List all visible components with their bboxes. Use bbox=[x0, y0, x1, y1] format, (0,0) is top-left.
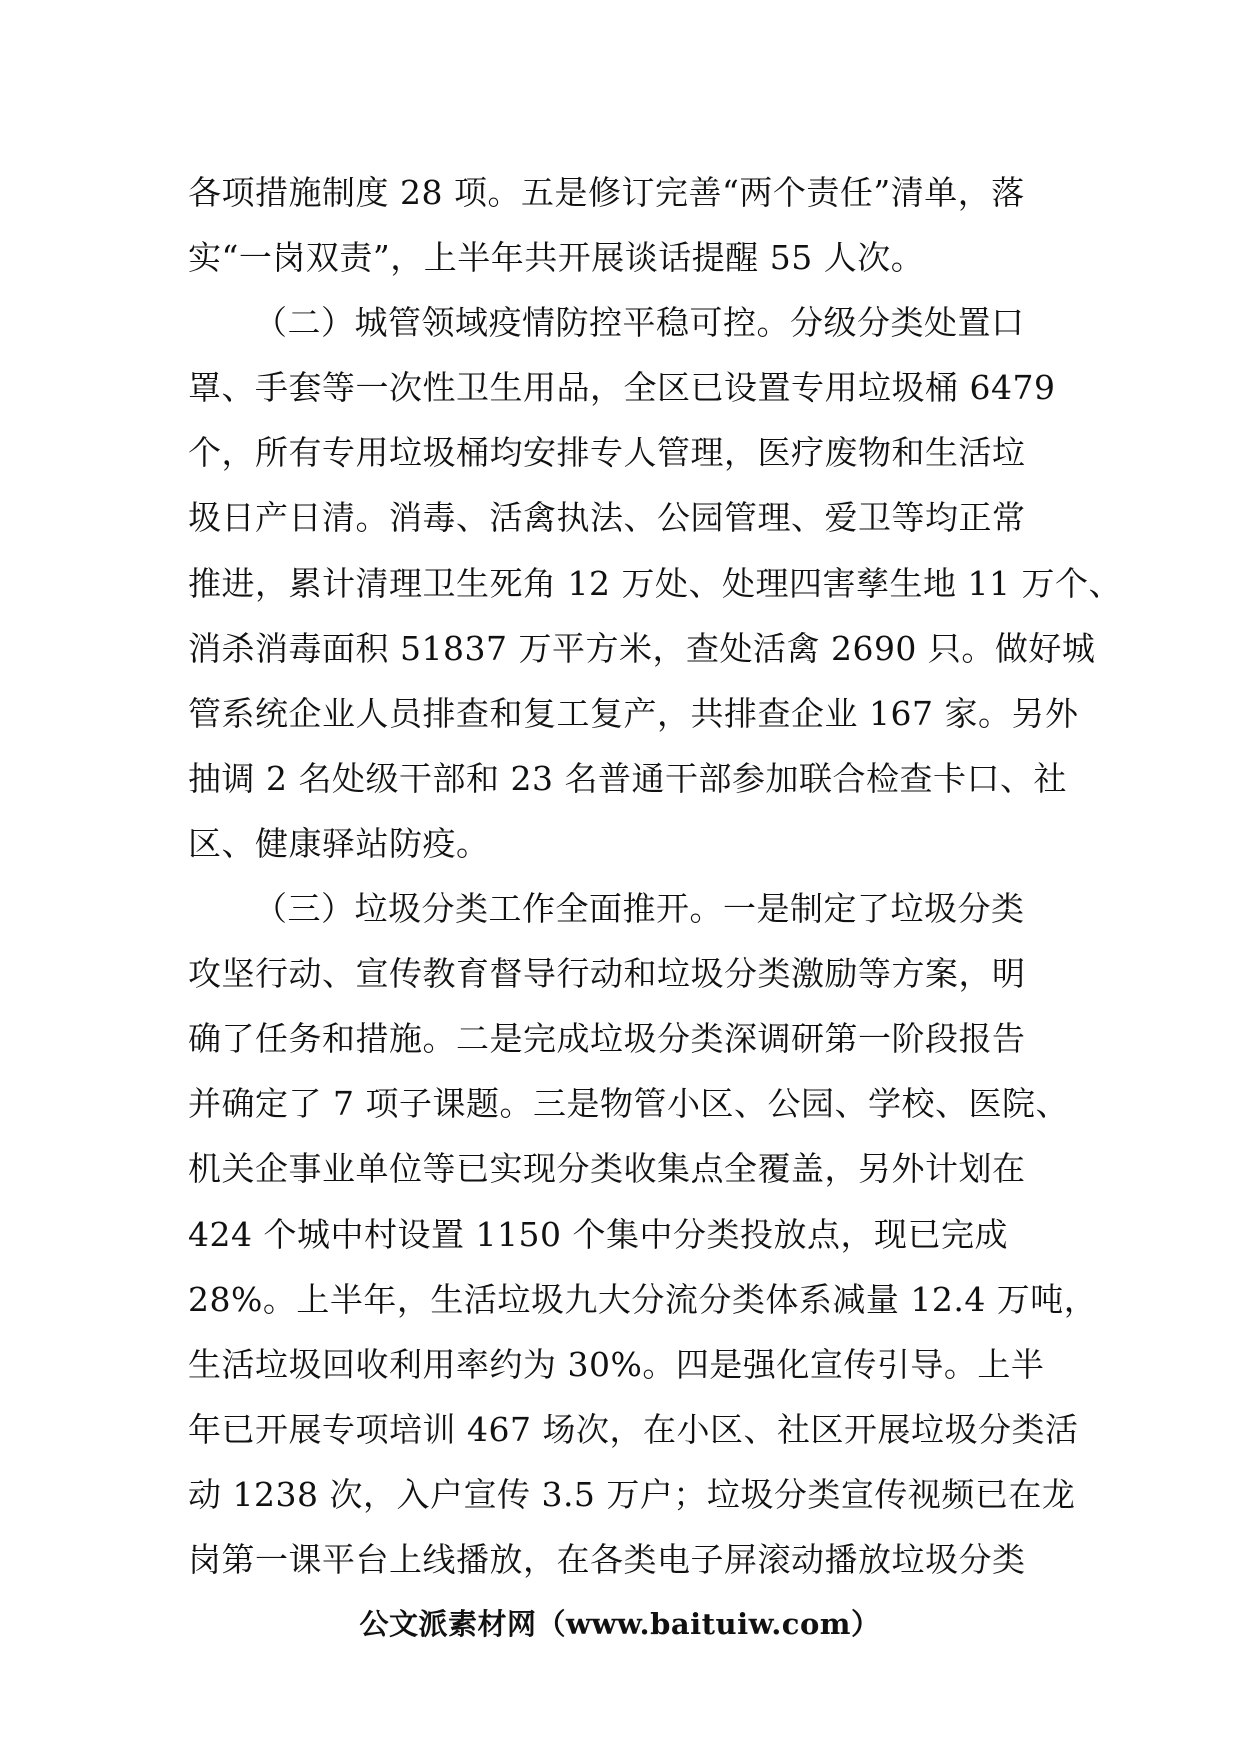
text-line: 推进，累计清理卫生死角 12 万处、处理四害孳生地 11 万个、 bbox=[188, 563, 1122, 603]
text-line: 区、健康驿站防疫。 bbox=[188, 823, 490, 863]
text-line: 机关企事业单位等已实现分类收集点全覆盖，另外计划在 bbox=[188, 1149, 1026, 1189]
text-line: 抽调 2 名处级干部和 23 名普通干部参加联合检查卡口、社 bbox=[188, 758, 1067, 798]
text-line: 424 个城中村设置 1150 个集中分类投放点，现已完成 bbox=[188, 1214, 1008, 1254]
text-line: 罩、手套等一次性卫生用品，全区已设置专用垃圾桶 6479 bbox=[188, 368, 1056, 408]
text-line: 并确定了 7 项子课题。三是物管小区、公园、学校、医院、 bbox=[188, 1084, 1069, 1124]
text-line: 动 1238 次，入户宣传 3.5 万户；垃圾分类宣传视频已在龙 bbox=[188, 1474, 1076, 1514]
text-line: 圾日产日清。消毒、活禽执法、公园管理、爱卫等均正常 bbox=[188, 498, 1026, 538]
paragraph-start-line: （三）垃圾分类工作全面推开。一是制定了垃圾分类 bbox=[254, 889, 1025, 929]
text-line: 个，所有专用垃圾桶均安排专人管理，医疗废物和生活垃 bbox=[188, 433, 1026, 473]
document-body bbox=[188, 160, 1122, 1592]
text-line: 28%。上半年，生活垃圾九大分流分类体系减量 12.4 万吨， bbox=[188, 1279, 1098, 1319]
text-line: 生活垃圾回收利用率约为 30%。四是强化宣传引导。上半 bbox=[188, 1344, 1045, 1384]
text-line: 确了任务和措施。二是完成垃圾分类深调研第一阶段报告 bbox=[188, 1019, 1026, 1059]
footer-watermark: 公文派素材网（www.baituiw.com） bbox=[359, 1607, 881, 1641]
text-line: 年已开展专项培训 467 场次，在小区、社区开展垃圾分类活 bbox=[188, 1409, 1079, 1449]
text-line: 消杀消毒面积 51837 万平方米，查处活禽 2690 只。做好城 bbox=[188, 628, 1096, 668]
text-line: 实“一岗双责”，上半年共开展谈话提醒 55 人次。 bbox=[188, 238, 925, 278]
text-line: 管系统企业人员排查和复工复产，共排查企业 167 家。另外 bbox=[188, 693, 1079, 733]
text-line: 岗第一课平台上线播放，在各类电子屏滚动播放垃圾分类 bbox=[188, 1539, 1026, 1579]
text-line: 各项措施制度 28 项。五是修订完善“两个责任”清单，落 bbox=[188, 173, 1025, 212]
paragraph-start-line: （二）城管领域疫情防控平稳可控。分级分类处置口 bbox=[254, 303, 1025, 343]
text-line: 攻坚行动、宣传教育督导行动和垃圾分类激励等方案，明 bbox=[188, 954, 1026, 994]
